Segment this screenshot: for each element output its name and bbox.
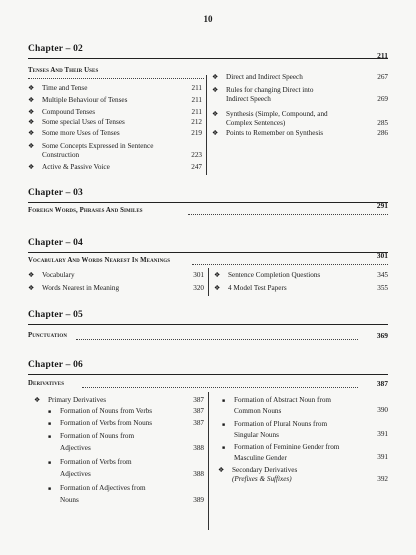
entry-text-line2: (Prefixes & Suffixes): [232, 475, 292, 483]
entry-page: 387: [193, 419, 204, 427]
entry-page: 392: [377, 475, 388, 483]
entry-page: 269: [377, 95, 388, 103]
entry-text-line1: Synthesis (Simple, Compound, and: [226, 110, 328, 118]
square-bullet-icon: ■: [222, 423, 226, 428]
chapter-03-page: 291: [376, 201, 388, 210]
toc-entry: [28, 163, 204, 172]
entry-text: Formation of Verbs from Nouns: [60, 419, 153, 427]
toc-entry: [28, 284, 204, 293]
toc-entry: [28, 142, 204, 160]
toc-entry: [28, 108, 204, 117]
chapter-03-heading: Chapter – 03: [28, 188, 84, 198]
entry-text-line2: Complex Sentences): [226, 119, 286, 127]
chapter-02-rule: [28, 58, 388, 59]
entry-text: Points to Remember on Synthesis: [226, 129, 324, 137]
entry-text-line2: Adjectives: [60, 470, 91, 478]
square-bullet-icon: ■: [48, 410, 52, 415]
bullet-icon: ❖: [212, 110, 219, 118]
entry-page: 320: [193, 284, 204, 292]
entry-page: 219: [191, 129, 202, 137]
entry-text: Some special Uses of Tenses: [42, 118, 125, 126]
entry-text-line1: Formation of Verbs from: [60, 458, 132, 466]
bullet-icon: ❖: [214, 284, 221, 292]
toc-entry: [214, 271, 388, 280]
bullet-icon: ❖: [28, 142, 35, 150]
toc-entry: [28, 118, 204, 127]
toc-entry: [212, 129, 388, 138]
entry-page: 212: [191, 118, 202, 126]
chapter-05-leader: [76, 339, 358, 340]
chapter-02-title: Tenses And Their Uses: [28, 67, 99, 74]
toc-entry: [28, 84, 204, 93]
chapter-04-leader: [192, 264, 388, 265]
entry-text: Some more Uses of Tenses: [42, 129, 120, 137]
entry-text-line1: Formation of Adjectives from: [60, 484, 146, 492]
entry-text: Sentence Completion Questions: [228, 271, 321, 279]
entry-text: Vocabulary: [42, 271, 75, 279]
bullet-icon: ❖: [28, 284, 35, 292]
entry-text-line1: Some Concepts Expressed in Sentence: [42, 142, 154, 150]
entry-text: Primary Derivatives: [48, 396, 107, 404]
chapter-04-page: 301: [376, 251, 388, 260]
entry-page: 388: [193, 444, 204, 452]
entry-page: 301: [193, 271, 204, 279]
chapter-03-title: Foreign Words, Phrases And Similes: [28, 207, 143, 214]
bullet-icon: ❖: [212, 73, 219, 81]
square-bullet-icon: ■: [222, 446, 226, 451]
entry-text: Compound Tenses: [42, 108, 96, 116]
toc-entry: [218, 466, 388, 484]
page-number: 10: [203, 14, 213, 24]
chapter-06-title: Derivatives: [28, 380, 65, 387]
chapter-03-rule: [28, 202, 388, 203]
bullet-icon: ❖: [214, 271, 221, 279]
toc-entry: [212, 86, 388, 104]
square-bullet-icon: ■: [222, 399, 226, 404]
chapter-02-title-underline: [28, 78, 204, 79]
entry-text-line2: Masculine Gender: [234, 454, 287, 462]
entry-text-line1: Formation of Abstract Noun from: [234, 396, 332, 404]
entry-page: 211: [191, 84, 202, 92]
bullet-icon: ❖: [212, 129, 219, 137]
chapter-05-rule: [28, 324, 388, 325]
square-bullet-icon: ■: [48, 487, 52, 492]
column-divider: [206, 75, 207, 175]
square-bullet-icon: ■: [48, 422, 52, 427]
entry-page: 388: [193, 470, 204, 478]
bullet-icon: ❖: [34, 396, 41, 404]
bullet-icon: ❖: [28, 96, 35, 104]
entry-text-line1: Formation of Plural Nouns from: [234, 420, 328, 428]
entry-page: 390: [377, 406, 388, 414]
entry-page: 285: [377, 119, 388, 127]
chapter-05-page: 369: [376, 331, 388, 340]
bullet-icon: ❖: [28, 84, 35, 92]
bullet-icon: ❖: [28, 163, 35, 171]
entry-text-line2: Common Nouns: [234, 407, 282, 415]
chapter-02-heading: Chapter – 02: [28, 44, 84, 54]
toc-entry: [34, 396, 204, 405]
entry-page: 387: [193, 396, 204, 404]
entry-text-line1: Secondary Derivatives: [232, 466, 298, 474]
entry-page: 389: [193, 496, 204, 504]
column-divider: [208, 392, 209, 530]
toc-entry: [28, 271, 204, 280]
chapter-06-page: 387: [376, 379, 388, 388]
entry-text: 4 Model Test Papers: [228, 284, 287, 292]
entry-page: 345: [377, 271, 388, 279]
bullet-icon: ❖: [212, 86, 219, 94]
chapter-06-leader: [82, 387, 358, 388]
square-bullet-icon: ■: [48, 461, 52, 466]
entry-page: 387: [193, 407, 204, 415]
entry-text-line2: Singular Nouns: [234, 431, 279, 439]
chapter-04-rule: [28, 252, 388, 253]
toc-entry: [212, 110, 388, 128]
chapter-04-title: Vocabulary And Words Nearest In Meanings: [28, 257, 171, 264]
chapter-06-rule: [28, 374, 388, 375]
column-divider: [208, 268, 209, 296]
toc-entry: [28, 96, 204, 105]
toc-entry: [212, 73, 388, 82]
chapter-05-title: Punctuation: [28, 332, 68, 339]
chapter-02-page: 211: [377, 51, 388, 60]
bullet-icon: ❖: [28, 108, 35, 116]
chapter-04-heading: Chapter – 04: [28, 238, 84, 248]
entry-page: 355: [377, 284, 388, 292]
entry-text-line1: Rules for changing Direct into: [226, 86, 314, 94]
toc-entry: [28, 129, 204, 138]
bullet-icon: ❖: [28, 271, 35, 279]
entry-text: Direct and Indirect Speech: [226, 73, 303, 81]
bullet-icon: ❖: [28, 129, 35, 137]
entry-page: 247: [191, 163, 202, 171]
entry-page: 391: [377, 430, 388, 438]
chapter-03-leader: [188, 214, 388, 215]
entry-text-line2: Adjectives: [60, 444, 91, 452]
entry-text: Words Nearest in Meaning: [42, 284, 120, 292]
toc-entry: [214, 284, 388, 293]
chapter-05-heading: Chapter – 05: [28, 310, 84, 320]
entry-text-line1: Formation of Nouns from: [60, 432, 135, 440]
entry-text: Time and Tense: [42, 84, 88, 92]
entry-text-line2: Nouns: [60, 496, 79, 504]
square-bullet-icon: ■: [48, 435, 52, 440]
chapter-06-heading: Chapter – 06: [28, 360, 84, 370]
entry-text-line1: Formation of Feminine Gender from: [234, 443, 340, 451]
entry-text-line2: Construction: [42, 151, 80, 159]
entry-page: 267: [377, 73, 388, 81]
entry-page: 286: [377, 129, 388, 137]
entry-page: 211: [191, 96, 202, 104]
entry-text: Multiple Behaviour of Tenses: [42, 96, 128, 104]
entry-text-line2: Indirect Speech: [226, 95, 271, 103]
entry-page: 211: [191, 108, 202, 116]
entry-page: 391: [377, 453, 388, 461]
entry-text: Formation of Nouns from Verbs: [60, 407, 153, 415]
bullet-icon: ❖: [218, 466, 225, 474]
bullet-icon: ❖: [28, 118, 35, 126]
entry-page: 223: [191, 151, 202, 159]
entry-text: Active & Passive Voice: [42, 163, 110, 171]
